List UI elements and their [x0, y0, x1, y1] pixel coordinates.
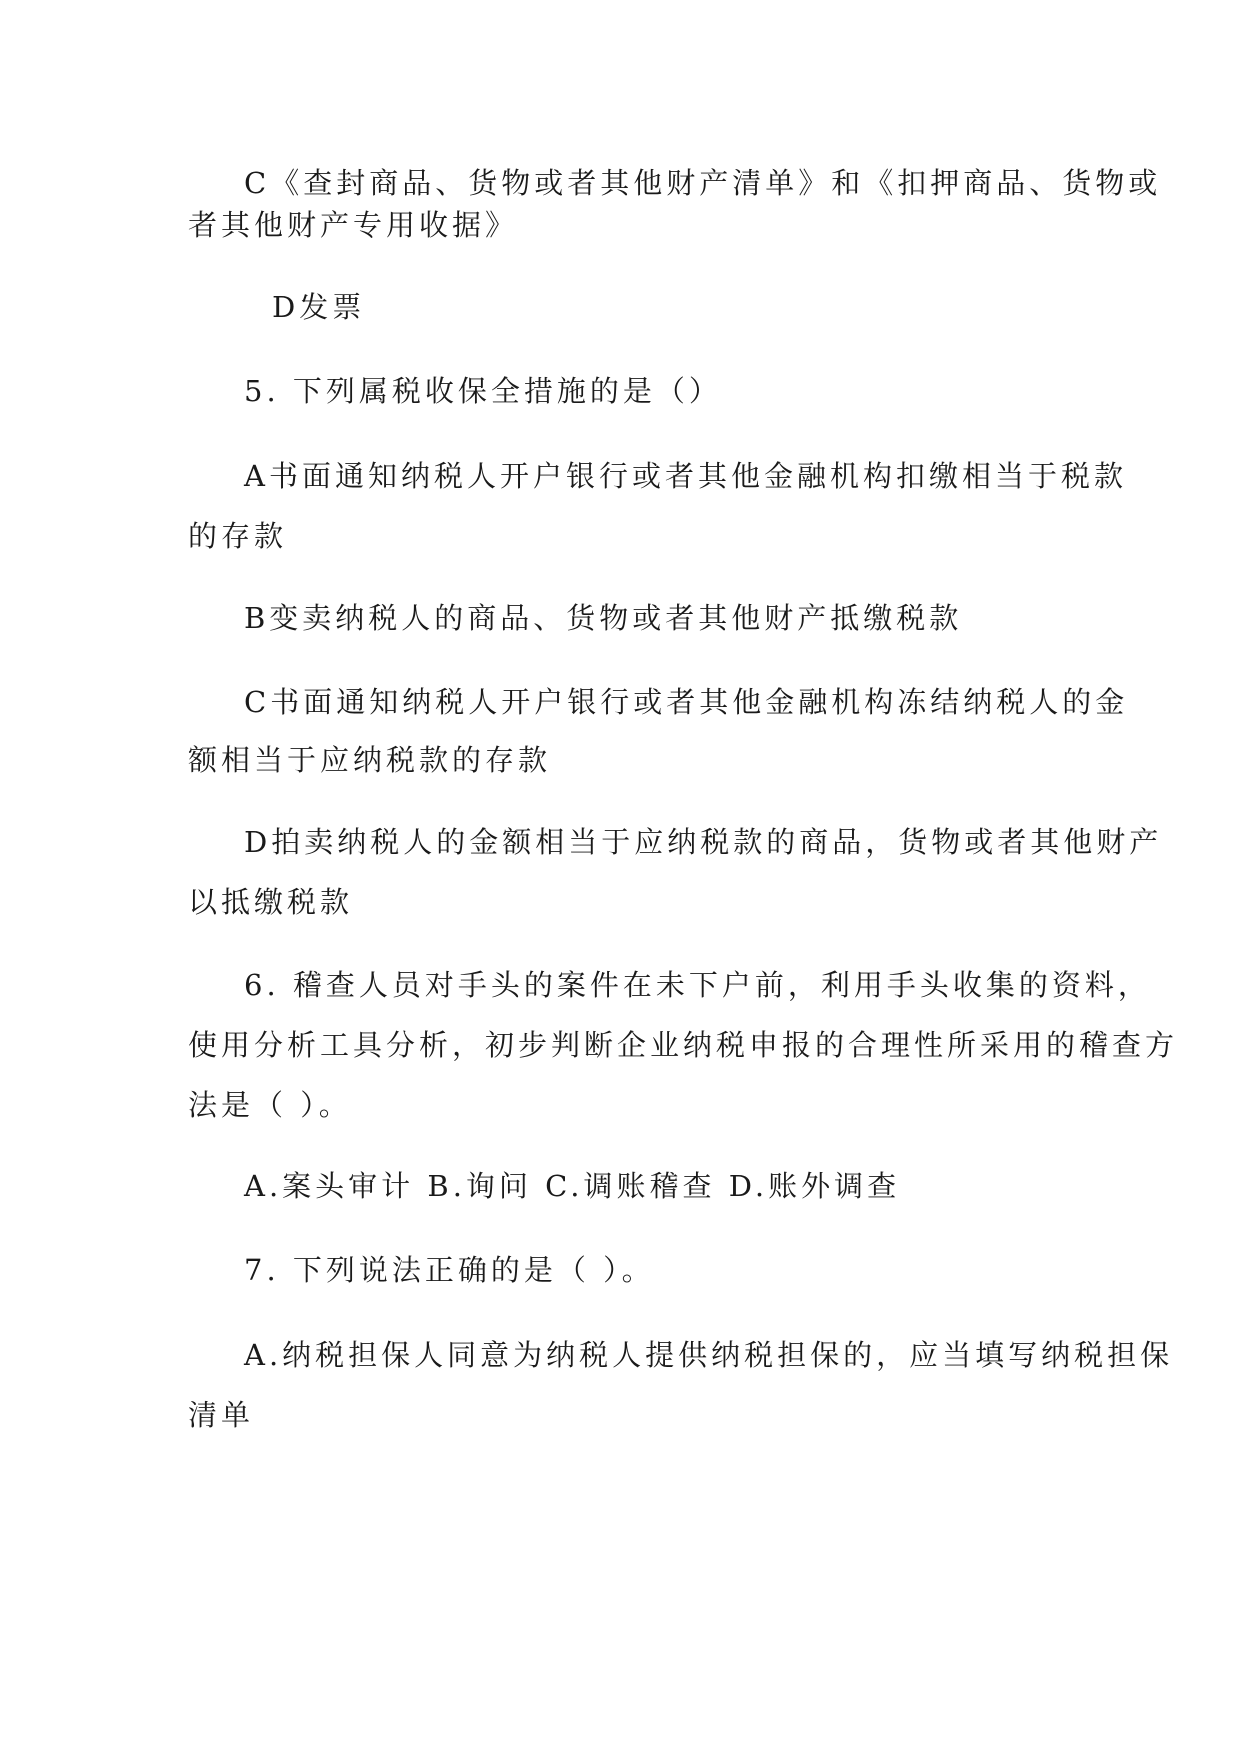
q5-option-b: B变卖纳税人的商品、货物或者其他财产抵缴税款 — [244, 601, 963, 635]
question-6-line-2: 使用分析工具分析，初步判断企业纳税申报的合理性所采用的稽查方 — [188, 1028, 1179, 1062]
question-6-line-1: 6. 稽查人员对手头的案件在未下户前，利用手头收集的资料， — [244, 968, 1151, 1002]
q6-options: A.案头审计 B.询问 C.调账稽查 D.账外调查 — [244, 1169, 901, 1203]
q5-option-d-line-2: 以抵缴税款 — [188, 885, 354, 919]
q5-option-d-line-1: D拍卖纳税人的金额相当于应纳税款的商品，货物或者其他财产 — [244, 825, 1163, 859]
question-7: 7. 下列说法正确的是（ ）。 — [244, 1253, 655, 1287]
option-d-invoice: D发票 — [272, 290, 366, 324]
option-c-line-1: C《查封商品、货物或者其他财产清单》和《扣押商品、货物或 — [244, 166, 1162, 200]
question-6-line-3: 法是（ ）。 — [188, 1088, 352, 1122]
option-c-line-2: 者其他财产专用收据》 — [188, 208, 519, 242]
q7-option-a-line-1: A.纳税担保人同意为纳税人提供纳税担保的，应当填写纳税担保 — [244, 1338, 1174, 1372]
q5-option-c-line-2: 额相当于应纳税款的存款 — [188, 743, 552, 777]
q7-option-a-line-2: 清单 — [188, 1398, 255, 1432]
question-5: 5. 下列属税收保全措施的是（） — [244, 374, 722, 408]
q5-option-a-line-2: 的存款 — [188, 519, 288, 553]
q5-option-c-line-1: C书面通知纳税人开户银行或者其他金融机构冻结纳税人的金 — [244, 685, 1129, 719]
q5-option-a-line-1: A书面通知纳税人开户银行或者其他金融机构扣缴相当于税款 — [244, 459, 1127, 493]
